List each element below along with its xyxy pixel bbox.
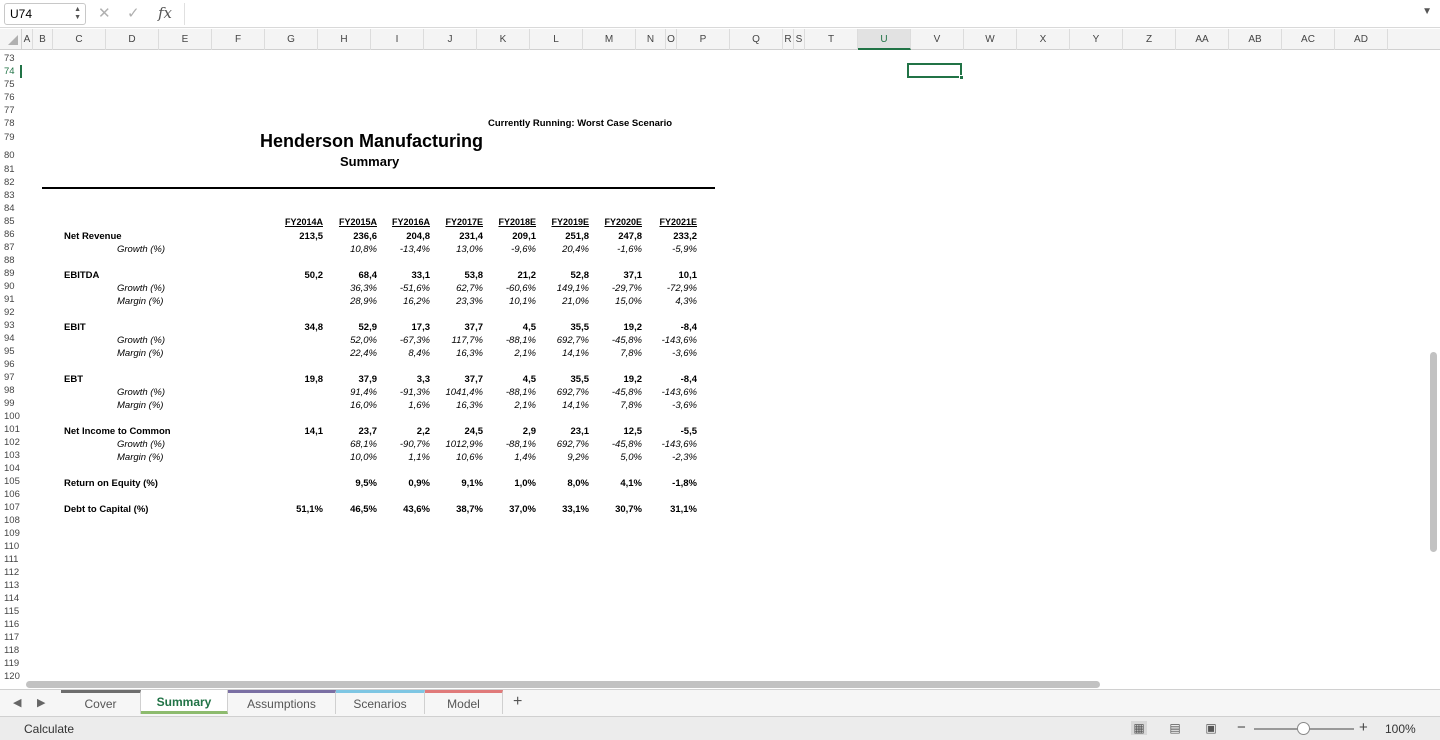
row-header-77[interactable]: 77 [4, 105, 15, 116]
name-box-stepper-icon[interactable]: ▲ ▼ [74, 6, 81, 21]
zoom-in-icon[interactable]: + [1359, 719, 1368, 736]
net-revenue-value[interactable]: 233,2 [673, 231, 697, 242]
ebit-value[interactable]: 17,3 [411, 322, 430, 333]
row-header-100[interactable]: 100 [4, 411, 20, 422]
column-header-l[interactable]: L [530, 29, 583, 50]
row-header-117[interactable]: 117 [4, 632, 20, 643]
zoom-level: 100% [1385, 722, 1416, 736]
ebt-margin-value[interactable]: 1,6% [408, 400, 430, 411]
ebt-value[interactable]: 4,5 [522, 374, 536, 385]
net-revenue-growth-value[interactable]: -9,6% [511, 244, 536, 255]
fill-handle[interactable] [959, 75, 964, 80]
ebitda-value[interactable]: 53,8 [464, 270, 483, 281]
ebit-margin-label: Margin (%) [117, 348, 164, 359]
column-header-h[interactable]: H [318, 29, 371, 50]
scenario-indicator: Currently Running: Worst Case Scenario [488, 118, 673, 129]
row-header-102[interactable]: 102 [4, 437, 20, 448]
row-header-97[interactable]: 97 [4, 372, 15, 383]
ebt-growth-value[interactable]: 91,4% [350, 387, 377, 398]
ebt-growth-value[interactable]: 1041,4% [445, 387, 483, 398]
ebt-value[interactable]: 3,3 [416, 374, 430, 385]
company-title: Henderson Manufacturing [260, 131, 484, 151]
net-revenue-value[interactable]: 236,6 [353, 231, 377, 242]
column-header-k[interactable]: K [477, 29, 530, 50]
ebit-margin-value[interactable]: 16,3% [456, 348, 483, 359]
vertical-scrollbar[interactable] [1430, 352, 1437, 552]
ebitda-growth-label: Growth (%) [117, 283, 166, 294]
net-income-margin-value[interactable]: 1,4% [514, 452, 536, 463]
column-header-aa[interactable]: AA [1176, 29, 1229, 50]
debt-to-capital-value[interactable]: 37,0% [509, 504, 536, 515]
ebitda-margin-value[interactable]: 21,0% [562, 296, 589, 307]
ebit-growth-value[interactable]: 52,0% [350, 335, 377, 346]
column-header-b[interactable]: B [33, 29, 53, 50]
tab-assumptions[interactable]: Assumptions [228, 690, 336, 714]
summary-subtitle: Summary [340, 154, 400, 169]
formula-input[interactable] [184, 3, 1414, 25]
row-header-96[interactable]: 96 [4, 359, 15, 370]
net-revenue-value[interactable]: 213,5 [299, 231, 323, 242]
net-income-growth-value[interactable]: -88,1% [505, 439, 536, 450]
name-box[interactable] [4, 3, 86, 25]
net-income-growth-value[interactable]: -90,7% [399, 439, 430, 450]
row-header-76[interactable]: 76 [4, 92, 15, 103]
ebit-value[interactable]: -8,4 [680, 322, 697, 333]
ebt-value[interactable]: 19,8 [304, 374, 323, 385]
row-header-91[interactable]: 91 [4, 294, 15, 305]
debt-to-capital-value[interactable]: 46,5% [350, 504, 377, 515]
ebit-margin-value[interactable]: 22,4% [350, 348, 377, 359]
add-sheet-button[interactable]: + [513, 693, 523, 710]
roe-value[interactable]: 8,0% [567, 478, 589, 489]
row-header-85[interactable]: 85 [4, 216, 15, 227]
ebt-margin-value[interactable]: 16,3% [456, 400, 483, 411]
row-header-84[interactable]: 84 [4, 203, 15, 214]
ebit-growth-label: Growth (%) [117, 335, 166, 346]
ebit-growth-value[interactable]: 117,7% [451, 335, 483, 346]
net-income-margin-value[interactable]: -2,3% [672, 452, 697, 463]
row-header-92[interactable]: 92 [4, 307, 15, 318]
row-header-119[interactable]: 119 [4, 658, 20, 669]
ebit-value[interactable]: 34,8 [304, 322, 323, 333]
debt-to-capital-value[interactable]: 30,7% [615, 504, 642, 515]
formula-bar [0, 0, 1440, 28]
ebitda-value[interactable]: 21,2 [517, 270, 536, 281]
roe-value[interactable]: 9,5% [355, 478, 377, 489]
row-header-88[interactable]: 88 [4, 255, 15, 266]
column-header-e[interactable]: E [159, 29, 212, 50]
ebit-value[interactable]: 35,5 [570, 322, 589, 333]
row-header-109[interactable]: 109 [4, 528, 20, 539]
row-header-106[interactable]: 106 [4, 489, 20, 500]
select-all-corner[interactable] [0, 29, 22, 50]
ebt-value[interactable]: 19,2 [623, 374, 642, 385]
ebitda-margin-value[interactable]: 28,9% [350, 296, 377, 307]
debt-to-capital-value[interactable]: 51,1% [296, 504, 323, 515]
net-revenue-growth-value[interactable]: 10,8% [350, 244, 377, 255]
row-header-98[interactable]: 98 [4, 385, 15, 396]
column-header-s[interactable]: S [794, 29, 805, 50]
tab-prev-icon[interactable]: ◀ [13, 697, 22, 709]
column-header-t[interactable]: T [805, 29, 858, 50]
column-header-z[interactable]: Z [1123, 29, 1176, 50]
status-mode: Calculate [24, 722, 75, 736]
page-break-view-icon[interactable]: ▣ [1205, 721, 1217, 735]
ebt-label: EBT [64, 374, 83, 385]
net-revenue-growth-value[interactable]: -13,4% [399, 244, 430, 255]
debt-to-capital-value[interactable]: 43,6% [403, 504, 430, 515]
column-header-j[interactable]: J [424, 29, 477, 50]
ebitda-value[interactable]: 33,1 [411, 270, 430, 281]
horizontal-scrollbar[interactable] [26, 681, 1100, 688]
ebit-margin-value[interactable]: 8,4% [408, 348, 430, 359]
debt-to-capital-value[interactable]: 31,1% [670, 504, 697, 515]
row-header-105[interactable]: 105 [4, 476, 20, 487]
net-revenue-label: Net Revenue [64, 231, 122, 242]
row-header-79[interactable]: 79 [4, 132, 15, 143]
column-header-g[interactable]: G [265, 29, 318, 50]
ebt-growth-value[interactable]: -143,6% [661, 387, 697, 398]
net-income-growth-value[interactable]: -45,8% [611, 439, 642, 450]
ebt-value[interactable]: 37,7 [464, 374, 483, 385]
select-all-icon [8, 35, 18, 45]
ebitda-margin-value[interactable]: 10,1% [509, 296, 536, 307]
ebitda-value[interactable]: 10,1 [678, 270, 697, 281]
year-header-fy2017e: FY2017E [445, 217, 483, 227]
tab-next-icon[interactable]: ▶ [37, 697, 46, 709]
ebit-value[interactable]: 19,2 [623, 322, 642, 333]
net-income-margin-label: Margin (%) [117, 452, 164, 463]
ebt-growth-value[interactable]: -45,8% [611, 387, 642, 398]
ebitda-value[interactable]: 68,4 [358, 270, 377, 281]
ebitda-margin-value[interactable]: 23,3% [456, 296, 483, 307]
column-header-w[interactable]: W [964, 29, 1017, 50]
debt-to-capital-label: Debt to Capital (%) [64, 504, 149, 515]
year-header-fy2019e: FY2019E [551, 217, 589, 227]
ebt-margin-label: Margin (%) [117, 400, 164, 411]
ebit-label: EBIT [64, 322, 86, 333]
ebitda-margin-value[interactable]: 4,3% [675, 296, 697, 307]
ebitda-value[interactable]: 52,8 [570, 270, 589, 281]
row-header-82[interactable]: 82 [4, 177, 15, 188]
tab-model[interactable]: Model [425, 690, 503, 714]
ebitda-value[interactable]: 37,1 [623, 270, 642, 281]
ebitda-growth-value[interactable]: -51,6% [399, 283, 430, 294]
fx-icon[interactable]: fx [158, 4, 173, 22]
column-header-u[interactable]: U [858, 29, 911, 50]
ebt-growth-value[interactable]: 692,7% [556, 387, 589, 398]
ebit-growth-value[interactable]: 692,7% [556, 335, 589, 346]
net-revenue-value[interactable]: 247,8 [618, 231, 642, 242]
confirm-icon[interactable]: ✓ [127, 5, 140, 22]
row-header-90[interactable]: 90 [4, 281, 15, 292]
row-header-112[interactable]: 112 [4, 567, 20, 578]
ebt-margin-value[interactable]: 14,1% [562, 400, 589, 411]
net-income-value[interactable]: 24,5 [464, 426, 483, 437]
row-header-95[interactable]: 95 [4, 346, 15, 357]
net-income-value[interactable]: -5,5 [680, 426, 697, 437]
ebt-growth-value[interactable]: -91,3% [399, 387, 430, 398]
ebit-growth-value[interactable]: -143,6% [661, 335, 697, 346]
page-layout-view-icon[interactable]: ▤ [1169, 721, 1181, 735]
net-income-growth-value[interactable]: 692,7% [556, 439, 589, 450]
year-header-fy2015a: FY2015A [338, 217, 377, 227]
row-header [0, 50, 22, 688]
column-header-r[interactable]: R [783, 29, 794, 50]
column-header-a[interactable]: A [22, 29, 33, 50]
row-header-118[interactable]: 118 [4, 645, 20, 656]
net-revenue-value[interactable]: 204,8 [406, 231, 430, 242]
year-header-fy2014a: FY2014A [284, 217, 323, 227]
ebitda-growth-value[interactable]: -29,7% [611, 283, 642, 294]
row-header-94[interactable]: 94 [4, 333, 15, 344]
year-header-fy2021e: FY2021E [659, 217, 697, 227]
ebitda-margin-value[interactable]: 16,2% [403, 296, 430, 307]
roe-value[interactable]: 0,9% [408, 478, 430, 489]
row-header-93[interactable]: 93 [4, 320, 15, 331]
column-header-q[interactable]: Q [730, 29, 783, 50]
net-income-margin-value[interactable]: 1,1% [408, 452, 430, 463]
net-income-value[interactable]: 2,2 [416, 426, 430, 437]
column-header-x[interactable]: X [1017, 29, 1070, 50]
year-header-fy2020e: FY2020E [604, 217, 642, 227]
debt-to-capital-value[interactable]: 38,7% [456, 504, 483, 515]
zoom-slider-handle[interactable] [1297, 722, 1310, 735]
roe-value[interactable]: 1,0% [514, 478, 536, 489]
ebitda-growth-value[interactable]: 62,7% [456, 283, 483, 294]
column-header-n[interactable]: N [636, 29, 666, 50]
row-header-107[interactable]: 107 [4, 502, 20, 513]
year-header-fy2018e: FY2018E [498, 217, 536, 227]
tab-cover[interactable]: Cover [61, 690, 141, 714]
column-header-p[interactable]: P [677, 29, 730, 50]
column-header-d[interactable]: D [106, 29, 159, 50]
ebt-growth-value[interactable]: -88,1% [505, 387, 536, 398]
ebitda-value[interactable]: 50,2 [304, 270, 323, 281]
column-header-f[interactable]: F [212, 29, 265, 50]
row-header-81[interactable]: 81 [4, 164, 15, 175]
net-revenue-growth-value[interactable]: 13,0% [456, 244, 483, 255]
row-header-86[interactable]: 86 [4, 229, 15, 240]
column-header-v[interactable]: V [911, 29, 964, 50]
ebit-margin-value[interactable]: -3,6% [672, 348, 697, 359]
row-header-78[interactable]: 78 [4, 118, 15, 129]
row-header-114[interactable]: 114 [4, 593, 20, 604]
column-header-ab[interactable]: AB [1229, 29, 1282, 50]
net-income-margin-value[interactable]: 10,6% [456, 452, 483, 463]
row-header-104[interactable]: 104 [4, 463, 20, 474]
ebit-margin-value[interactable]: 2,1% [514, 348, 536, 359]
row-header-120[interactable]: 120 [4, 671, 20, 682]
row-header-99[interactable]: 99 [4, 398, 15, 409]
row-header-74[interactable]: 74 [0, 65, 22, 78]
net-revenue-growth-label: Growth (%) [117, 244, 166, 255]
ebt-margin-value[interactable]: 7,8% [620, 400, 642, 411]
net-revenue-value[interactable]: 231,4 [459, 231, 483, 242]
row-header-103[interactable]: 103 [4, 450, 20, 461]
ebit-value[interactable]: 52,9 [358, 322, 377, 333]
row-header-83[interactable]: 83 [4, 190, 15, 201]
net-income-growth-value[interactable]: 68,1% [350, 439, 377, 450]
row-header-108[interactable]: 108 [4, 515, 20, 526]
net-revenue-value[interactable]: 251,8 [565, 231, 589, 242]
ebit-growth-value[interactable]: -67,3% [399, 335, 430, 346]
net-income-value[interactable]: 23,1 [570, 426, 589, 437]
net-income-value[interactable]: 14,1 [304, 426, 323, 437]
column-header-o[interactable]: O [666, 29, 677, 50]
net-income-margin-value[interactable]: 9,2% [567, 452, 589, 463]
net-revenue-growth-value[interactable]: 20,4% [562, 244, 589, 255]
normal-view-icon[interactable]: ▦ [1131, 721, 1147, 735]
ebitda-growth-value[interactable]: -60,6% [505, 283, 536, 294]
ebt-margin-value[interactable]: 16,0% [350, 400, 377, 411]
row-header-89[interactable]: 89 [4, 268, 15, 279]
row-header-115[interactable]: 115 [4, 606, 20, 617]
roe-value[interactable]: 4,1% [620, 478, 642, 489]
row-header-80[interactable]: 80 [4, 150, 15, 161]
ebt-margin-value[interactable]: 2,1% [514, 400, 536, 411]
ebitda-growth-value[interactable]: -72,9% [666, 283, 697, 294]
ebit-value[interactable]: 37,7 [464, 322, 483, 333]
name-box-value: U74 [10, 7, 33, 21]
column-header-i[interactable]: I [371, 29, 424, 50]
year-header-fy2016a: FY2016A [391, 217, 430, 227]
roe-label: Return on Equity (%) [64, 478, 158, 489]
sheet-tab-bar [0, 689, 1440, 716]
ebt-margin-value[interactable]: -3,6% [672, 400, 697, 411]
tab-summary[interactable]: Summary [141, 690, 228, 714]
tab-scenarios[interactable]: Scenarios [336, 690, 425, 714]
ebitda-label: EBITDA [64, 270, 100, 281]
cancel-icon[interactable]: ✕ [98, 5, 111, 22]
row-header-73[interactable]: 73 [4, 53, 15, 64]
net-income-value[interactable]: 23,7 [358, 426, 377, 437]
sheet-grid[interactable] [22, 50, 1432, 688]
net-revenue-value[interactable]: 209,1 [512, 231, 536, 242]
roe-value[interactable]: -1,8% [672, 478, 697, 489]
net-income-margin-value[interactable]: 5,0% [620, 452, 642, 463]
status-bar [0, 716, 1440, 740]
net-income-margin-value[interactable]: 10,0% [350, 452, 377, 463]
net-income-value[interactable]: 2,9 [522, 426, 536, 437]
ebt-growth-label: Growth (%) [117, 387, 166, 398]
ebt-value[interactable]: -8,4 [680, 374, 697, 385]
ebit-value[interactable]: 4,5 [522, 322, 536, 333]
column-header-ad[interactable]: AD [1335, 29, 1388, 50]
ebitda-growth-value[interactable]: 149,1% [556, 283, 589, 294]
column-header-c[interactable]: C [53, 29, 106, 50]
ebitda-margin-label: Margin (%) [117, 296, 164, 307]
net-income-growth-value[interactable]: -143,6% [661, 439, 697, 450]
row-header-116[interactable]: 116 [4, 619, 20, 630]
ebt-value[interactable]: 37,9 [358, 374, 377, 385]
net-revenue-growth-value[interactable]: -5,9% [672, 244, 697, 255]
row-header-110[interactable]: 110 [4, 541, 20, 552]
ebit-margin-value[interactable]: 7,8% [620, 348, 642, 359]
row-header-101[interactable]: 101 [4, 424, 20, 435]
active-cell[interactable] [907, 63, 962, 78]
title-divider [42, 187, 715, 189]
roe-value[interactable]: 9,1% [461, 478, 483, 489]
column-header-ac[interactable]: AC [1282, 29, 1335, 50]
ebit-growth-value[interactable]: -88,1% [505, 335, 536, 346]
ebit-margin-value[interactable]: 14,1% [562, 348, 589, 359]
row-header-113[interactable]: 113 [4, 580, 20, 591]
net-income-label: Net Income to Common [64, 426, 171, 437]
ebt-value[interactable]: 35,5 [570, 374, 589, 385]
column-header-m[interactable]: M [583, 29, 636, 50]
net-income-growth-label: Growth (%) [117, 439, 166, 450]
row-header-87[interactable]: 87 [4, 242, 15, 253]
ebitda-growth-value[interactable]: 36,3% [350, 283, 377, 294]
row-header-75[interactable]: 75 [4, 79, 15, 90]
ebitda-margin-value[interactable]: 15,0% [615, 296, 642, 307]
column-header [0, 29, 1440, 50]
ebit-growth-value[interactable]: -45,8% [611, 335, 642, 346]
debt-to-capital-value[interactable]: 33,1% [562, 504, 589, 515]
net-income-growth-value[interactable]: 1012,9% [445, 439, 483, 450]
column-header-y[interactable]: Y [1070, 29, 1123, 50]
chevron-down-icon[interactable]: ▼ [1422, 6, 1432, 17]
net-revenue-growth-value[interactable]: -1,6% [617, 244, 642, 255]
row-header-111[interactable]: 111 [4, 554, 19, 565]
net-income-value[interactable]: 12,5 [623, 426, 642, 437]
zoom-out-icon[interactable]: − [1237, 719, 1246, 736]
